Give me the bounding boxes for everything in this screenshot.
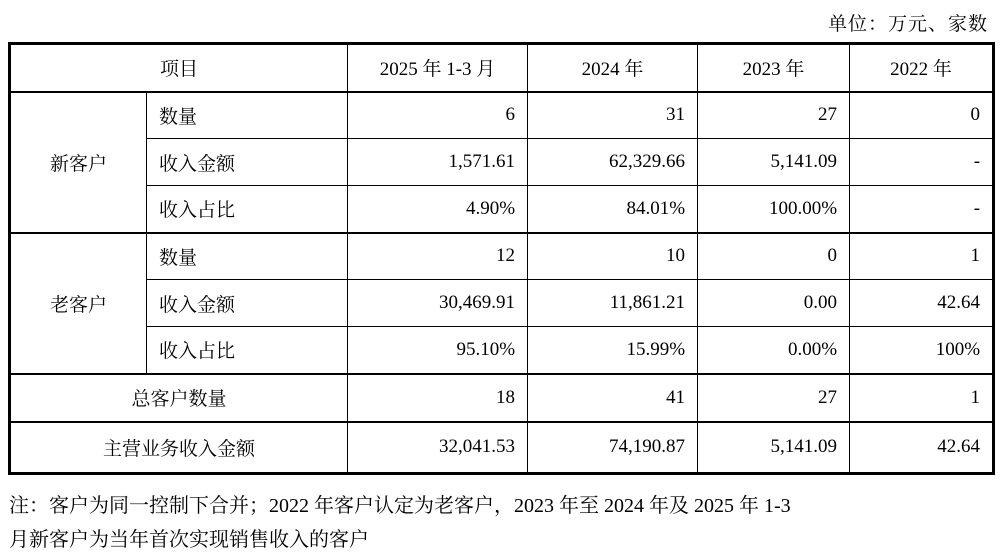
table-row [10,186,994,233]
cell-value: - [850,139,994,186]
footnote [9,489,997,557]
cell-value: 1,571.61 [348,139,528,186]
header-period-2023: 2023 年 [698,44,850,92]
cell-value: 15.99% [528,327,698,374]
customer-revenue-table [8,42,995,475]
group-label-new-customers: 新客户 [10,92,147,233]
total-customers-row [10,374,994,422]
cell-value: 0 [698,233,850,280]
header-period-2022: 2022 年 [850,44,994,92]
table-row [10,92,994,139]
cell-value: 5,141.09 [698,139,850,186]
cell-value: 1 [850,374,994,422]
row-label: 收入金额 [147,280,348,327]
cell-value: 30,469.91 [348,280,528,327]
header-period-2024: 2024 年 [528,44,698,92]
cell-value: 0.00 [698,280,850,327]
row-label: 收入占比 [147,327,348,374]
cell-value: 27 [698,374,850,422]
row-label: 数量 [147,233,348,280]
cell-value: 32,041.53 [348,422,528,474]
header-period-2025: 2025 年 1-3 月 [348,44,528,92]
cell-value: 0.00% [698,327,850,374]
unit-label: 单位：万元、家数 [827,14,988,35]
cell-value: 11,861.21 [528,280,698,327]
cell-value: 12 [348,233,528,280]
cell-value: 4.90% [348,186,528,233]
cell-value: 31 [528,92,698,139]
cell-value: 84.01% [528,186,698,233]
row-label: 收入占比 [147,186,348,233]
cell-value: 41 [528,374,698,422]
header-item: 项目 [10,44,348,92]
cell-value: 42.64 [850,422,994,474]
row-label-total-customers: 总客户数量 [10,374,348,422]
cell-value: 42.64 [850,280,994,327]
footnote-line-1: 注：客户为同一控制下合并；2022 年客户认定为老客户，2023 年至 2024 年及 2025 年 1-3 [9,495,791,517]
cell-value: 18 [348,374,528,422]
cell-value: 100.00% [698,186,850,233]
row-label-main-revenue: 主营业务收入金额 [10,422,348,474]
table-row [10,139,994,186]
cell-value: 74,190.87 [528,422,698,474]
footnote-line-2: 月新客户为当年首次实现销售收入的客户 [9,529,369,551]
main-revenue-row [10,422,994,474]
table-row [10,233,994,280]
cell-value: - [850,186,994,233]
cell-value: 0 [850,92,994,139]
row-label: 数量 [147,92,348,139]
table-row [10,327,994,374]
cell-value: 62,329.66 [528,139,698,186]
cell-value: 5,141.09 [698,422,850,474]
table-row [10,280,994,327]
row-label: 收入金额 [147,139,348,186]
group-label-old-customers: 老客户 [10,233,147,374]
cell-value: 27 [698,92,850,139]
cell-value: 95.10% [348,327,528,374]
header-row [10,44,994,92]
cell-value: 10 [528,233,698,280]
cell-value: 6 [348,92,528,139]
cell-value: 100% [850,327,994,374]
cell-value: 1 [850,233,994,280]
